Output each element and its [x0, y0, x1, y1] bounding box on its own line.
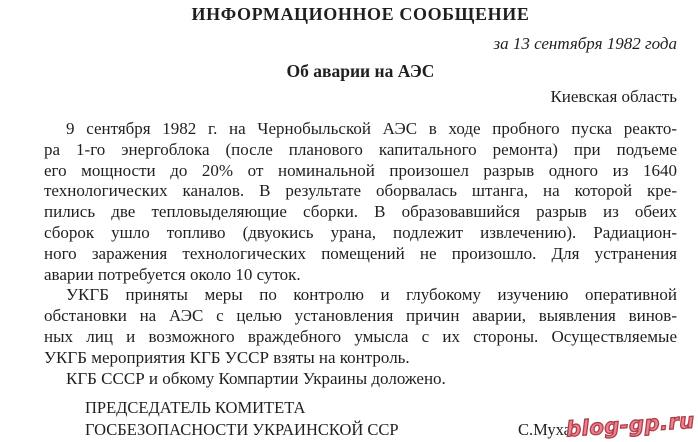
paragraph-line: его мощности до 20% от номинальной произошел разрыв одного из 1640 — [44, 160, 677, 180]
paragraph-line: сборок ушло топливо (двуокись урана, подлежит извлечению). Радиацион- — [44, 222, 677, 242]
signature-title-line: ПРЕДСЕДАТЕЛЬ КОМИТЕТА — [85, 398, 306, 418]
signature-name: С.Муха — [518, 419, 571, 439]
date-line: за 13 сентября 1982 года — [493, 34, 677, 53]
paragraph-line: УКГБ мероприятия КГБ УССР взяты на контроль. — [44, 347, 410, 367]
paragraph-line: ра 1-го энергоблока (после планового капитального ремонта) при подъеме — [44, 139, 677, 159]
subject-line: Об аварии на АЭС — [286, 61, 435, 81]
paragraph-line: обстановки на АЭС с целью установления причин аварии, выявления винов- — [44, 306, 677, 326]
paragraph-line: ного заражения технологических помещений не произошло. Для устранения — [44, 243, 677, 263]
paragraph-line: 9 сентября 1982 г. на Чернобыльской АЭС в ходе пробного пуска реакто- — [66, 119, 677, 138]
document-title: ИНФОРМАЦИОННОЕ СООБЩЕНИЕ — [191, 4, 530, 24]
paragraph-line: ных лиц и возможного враждебного умысла с их стороны. Осуществляемые — [44, 326, 677, 346]
paragraph-line: технологических каналов. В результате оборвалась штанга, на которой кре- — [44, 181, 677, 201]
document-body — [44, 119, 677, 389]
paragraph-line: аварии потребуется около 10 суток. — [44, 264, 301, 284]
paragraph-line: пились две тепловыделяющие сборки. В образовавшийся разрыв из обеих — [44, 202, 677, 222]
paragraph-line: УКГБ приняты меры по контролю и глубокому изучению оперативной — [66, 285, 677, 305]
signature-title-line: ГОСБЕЗОПАСНОСТИ УКРАИНСКОЙ ССР — [85, 419, 399, 439]
watermark: blog-gp.ru — [565, 408, 696, 442]
paragraph-line: КГБ СССР и обкому Компартии Украины доложено. — [66, 368, 446, 388]
region-line: Киевская область — [550, 87, 677, 106]
